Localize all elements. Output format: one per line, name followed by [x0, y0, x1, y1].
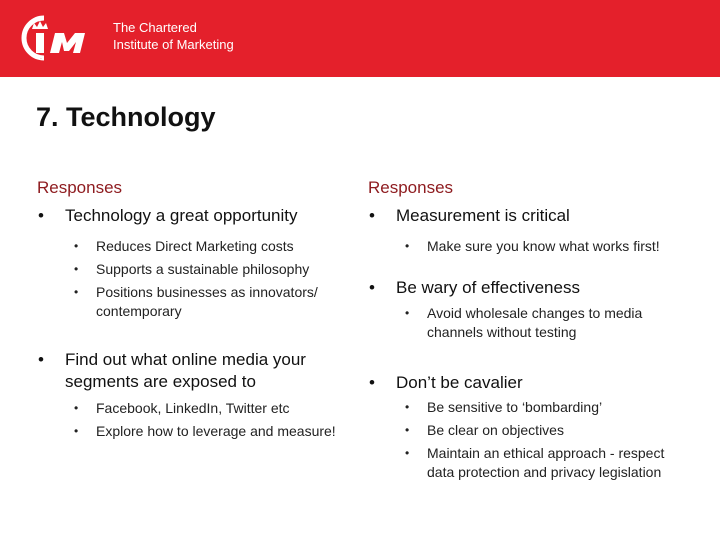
org-name-line2: Institute of Marketing	[113, 37, 234, 52]
bullet-icon: •	[74, 401, 79, 415]
sub-bullet-text: Maintain an ethical approach - respect data protection and privacy legislation	[427, 445, 665, 480]
bullet-point	[37, 205, 357, 227]
bullet-icon: •	[369, 206, 375, 225]
cim-logo	[14, 12, 106, 64]
bullet-point	[368, 372, 698, 394]
bullet-point	[368, 205, 698, 227]
sub-bullet-text: Reduces Direct Marketing costs	[96, 238, 294, 254]
bullet-text: Technology a great opportunity	[65, 206, 298, 225]
sub-bullet-text: Make sure you know what works first!	[427, 238, 660, 254]
bullet-icon: •	[74, 262, 79, 276]
sub-bullet-text: Supports a sustainable philosophy	[96, 261, 310, 277]
right-column	[368, 178, 698, 482]
sub-bullet	[37, 260, 357, 279]
header-bar	[0, 0, 720, 77]
bullet-text: Be wary of effectiveness	[396, 278, 580, 297]
sub-bullet	[368, 237, 687, 256]
right-heading: Responses	[368, 178, 454, 197]
bullet-text: Find out what online media your segments are exposed to	[65, 350, 306, 391]
bullet-point	[37, 349, 357, 393]
bullet-icon: •	[405, 400, 410, 414]
left-column	[37, 178, 357, 441]
sub-bullet	[368, 398, 698, 417]
sub-bullet-text: Be clear on objectives	[427, 422, 564, 438]
bullet-point	[368, 277, 698, 299]
sub-bullet	[37, 237, 357, 256]
bullet-icon: •	[74, 285, 79, 299]
bullet-icon: •	[369, 373, 375, 392]
sub-bullet	[368, 421, 698, 440]
sub-bullet	[37, 283, 357, 321]
org-name-line1: The Chartered	[113, 20, 197, 35]
sub-bullet	[368, 304, 697, 342]
org-name	[113, 19, 234, 53]
sub-bullet	[368, 444, 687, 482]
bullet-icon: •	[405, 446, 410, 460]
bullet-icon: •	[369, 278, 375, 297]
sub-bullet	[37, 422, 336, 441]
bullet-icon: •	[38, 350, 44, 369]
sub-bullet-text: Positions businesses as innovators/ contemporary	[96, 284, 318, 319]
left-heading: Responses	[37, 178, 123, 197]
bullet-icon: •	[38, 206, 44, 225]
bullet-icon: •	[405, 423, 410, 437]
sub-bullet	[37, 399, 357, 418]
bullet-icon: •	[74, 239, 79, 253]
sub-bullet-text: Be sensitive to ‘bombarding’	[427, 399, 603, 415]
slide-title: 7. Technology	[36, 102, 216, 132]
bullet-icon: •	[405, 306, 410, 320]
bullet-text: Measurement is critical	[396, 206, 570, 225]
bullet-icon: •	[74, 424, 79, 438]
bullet-icon: •	[405, 239, 410, 253]
logo-text: CIM	[40, 59, 42, 60]
sub-bullet-text: Avoid wholesale changes to media channels without testing	[427, 305, 643, 340]
sub-bullet-text: Facebook, LinkedIn, Twitter etc	[96, 400, 290, 416]
bullet-text: Don’t be cavalier	[396, 373, 523, 392]
sub-bullet-text: Explore how to leverage and measure!	[96, 423, 336, 439]
